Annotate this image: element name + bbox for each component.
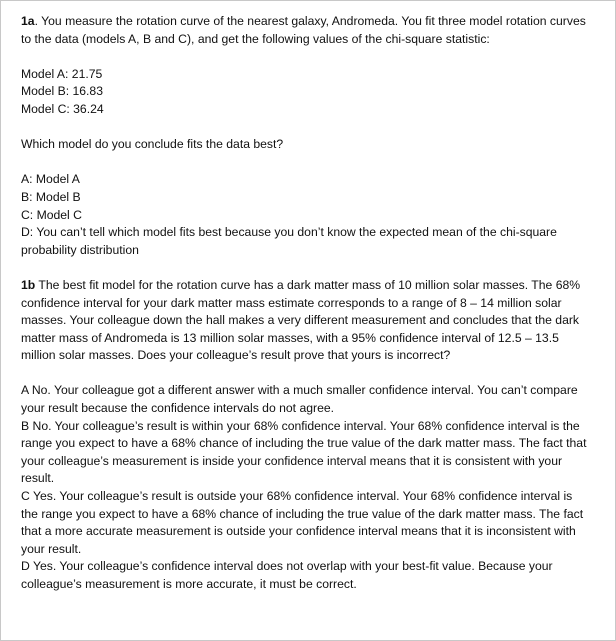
question-1a-label: 1a	[21, 14, 35, 28]
question-1a-text	[21, 13, 589, 48]
question-1b-option-d: D Yes. Your colleague’s confidence interval does not overlap with your best-fit value. Because your colleague’s measurement is more accurate, it must be correct.	[21, 559, 553, 591]
spacer	[21, 365, 589, 383]
question-1a-option-b: B: Model B	[21, 189, 81, 204]
model-b-value: Model B: 16.83	[21, 84, 103, 99]
question-1a-option-c: C: Model C	[21, 207, 82, 222]
question-1a-option-d: D: You can’t tell which model fits best because you don’t know the expected mean of the chi-square probability distribution	[21, 225, 557, 257]
spacer	[21, 259, 589, 277]
spacer	[21, 154, 589, 172]
document-content	[21, 13, 589, 594]
question-1b-option-c: C Yes. Your colleague’s result is outside your 68% confidence interval. Your 68% confidence interval is the range you expect to have a 68% chance of including the true value of the dark matter mass. The fact that a more accurate measurement is outside your confidence interval means that it is inconsistent with your result.	[21, 489, 584, 556]
question-1a-prompt: Which model do you conclude fits the data best?	[21, 137, 284, 152]
model-a-value: Model A: 21.75	[21, 66, 103, 81]
model-c-value: Model C: 36.24	[21, 101, 104, 116]
spacer	[21, 119, 589, 137]
spacer	[21, 48, 589, 66]
question-1b-option-a: A No. Your colleague got a different answer with a much smaller confidence interval. You can’t compare your result because the confidence intervals do not agree.	[21, 383, 578, 416]
question-1b-body: The best fit model for the rotation curve has a dark matter mass of 10 million solar masses. The 68% confidence interval for your dark matter mass estimate corresponds to a range of 8 – 14 million solar masses. Your colleague down the hall makes a very different measurement and concludes that the dark matter mass of Andromeda is 13 million solar masses, with a 95% confidence interval of 12.5 – 13.5 million solar masses. Does your colleague’s result prove that yours is incorrect?	[21, 277, 581, 363]
question-1a-option-a: A: Model A	[21, 172, 80, 187]
question-1a-body: . You measure the rotation curve of the nearest galaxy, Andromeda. You fit three model rotation curves to the data (models A, B and C), and get the following values of the chi-square statistic:	[21, 14, 586, 46]
question-1b-text	[21, 277, 589, 365]
question-1b-label: 1b	[21, 277, 36, 292]
question-1b-option-b: B No. Your colleague’s result is within your 68% confidence interval. Your 68% confidence interval is the range you expect to have a 68% chance of including the true value of the dark matter mass. The fact that your colleague’s measurement is inside your confidence interval means that it is consistent with your result.	[21, 418, 587, 486]
